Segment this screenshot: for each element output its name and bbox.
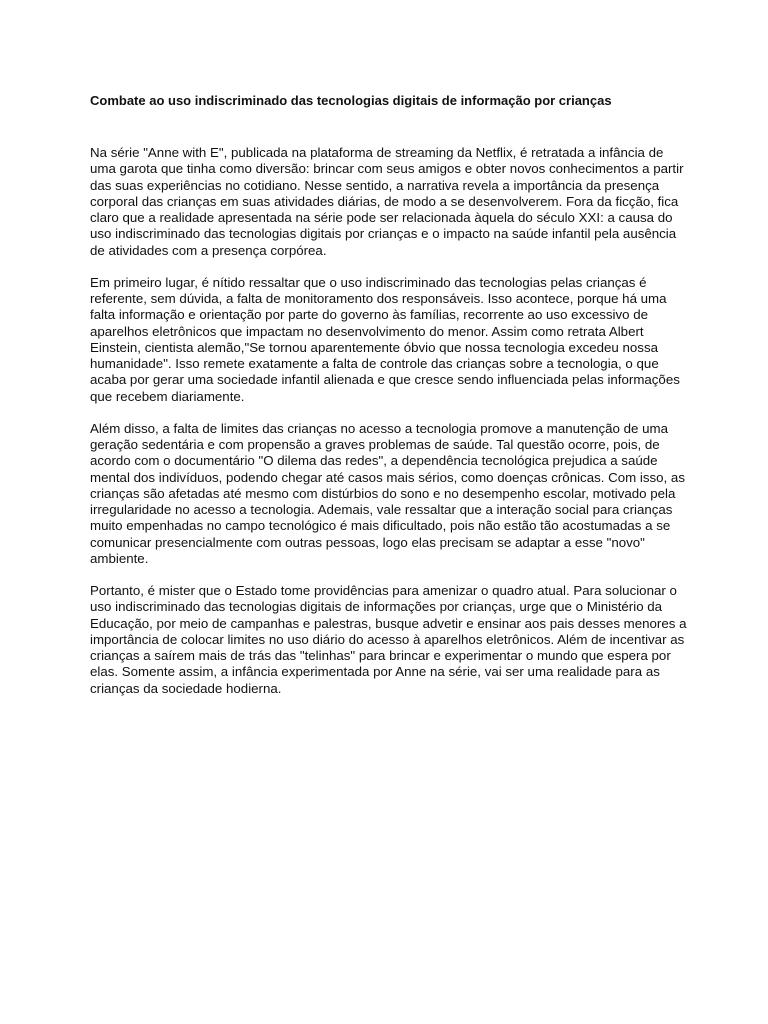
paragraph-development-1: Em primeiro lugar, é nítido ressaltar que o uso indiscriminado das tecnologias pelas crianças é referente, sem dúvida, a falta de monitoramento dos responsáveis. Isso acontece, porque há uma falta informação e orientação por parte do governo às famílias, recorrente ao uso excessivo de aparelhos eletrônicos que impactam no desenvolvimento do menor. Assim como retrata Albert Einstein, cientista alemão,"Se tornou aparentemente óbvio que nossa tecnologia excedeu nossa humanidade". Isso remete exatamente a falta de controle das crianças sobre a tecnologia, o que acaba por gerar uma sociedade infantil alienada e que cresce sendo influenciada pelas informações que recebem diariamente. <box>90 274 680 404</box>
document-title: Combate ao uso indiscriminado das tecnologias digitais de informação por crianças <box>90 93 612 108</box>
paragraph-introduction: Na série "Anne with E", publicada na plataforma de streaming da Netflix, é retratada a infância de uma garota que tinha como diversão: brincar com seus amigos e obter novos conhecimentos a partir das suas experiências no cotidiano. Nesse sentido, a narrativa revela a importância da presença corporal das crianças em suas atividades diárias, de modo a se desenvolverem. Fora da ficção, fica claro que a realidade apresentada na série pode ser relacionada àquela do século XXI: a causa do uso indiscriminado das tecnologias digitais por crianças e o impacto na saúde infantil pela ausência de atividades com a presença corpórea. <box>90 145 684 258</box>
paragraph-conclusion: Portanto, é mister que o Estado tome providências para amenizar o quadro atual. Para solucionar o uso indiscriminado das tecnologias digitais de informações por crianças, urge que o Ministério da Educação, por meio de campanhas e palestras, busque advetir e ensinar aos pais desses menores a importância de colocar limites no uso diário do acesso à aparelhos eletrônicos. Além de incentivar as crianças a saírem mais de trás das "telinhas" para brincar e experimentar o mundo que espera por elas. Somente assim, a infância experimentada por Anne na série, vai ser uma realidade para as crianças da sociedade hodierna. <box>90 583 687 696</box>
paragraph-development-2: Além disso, a falta de limites das crianças no acesso a tecnologia promove a manutenção de uma geração sedentária e com propensão a graves problemas de saúde. Tal questão ocorre, pois, de acordo com o documentário "O dilema das redes", a dependência tecnológica prejudica a saúde mental dos indivíduos, podendo chegar até casos mais sérios, como doenças crônicas. Com isso, as crianças são afetadas até mesmo com distúrbios do sono e no desempenho escolar, motivado pela irregularidade no acesso a tecnologia. Ademais, vale ressaltar que a interação social para crianças muito empenhadas no campo tecnológico é mais dificultado, pois não estão tão acostumadas a se comunicar presencialmente com outras pessoas, logo elas precisam se adaptar a esse "novo" ambiente. <box>90 420 685 566</box>
